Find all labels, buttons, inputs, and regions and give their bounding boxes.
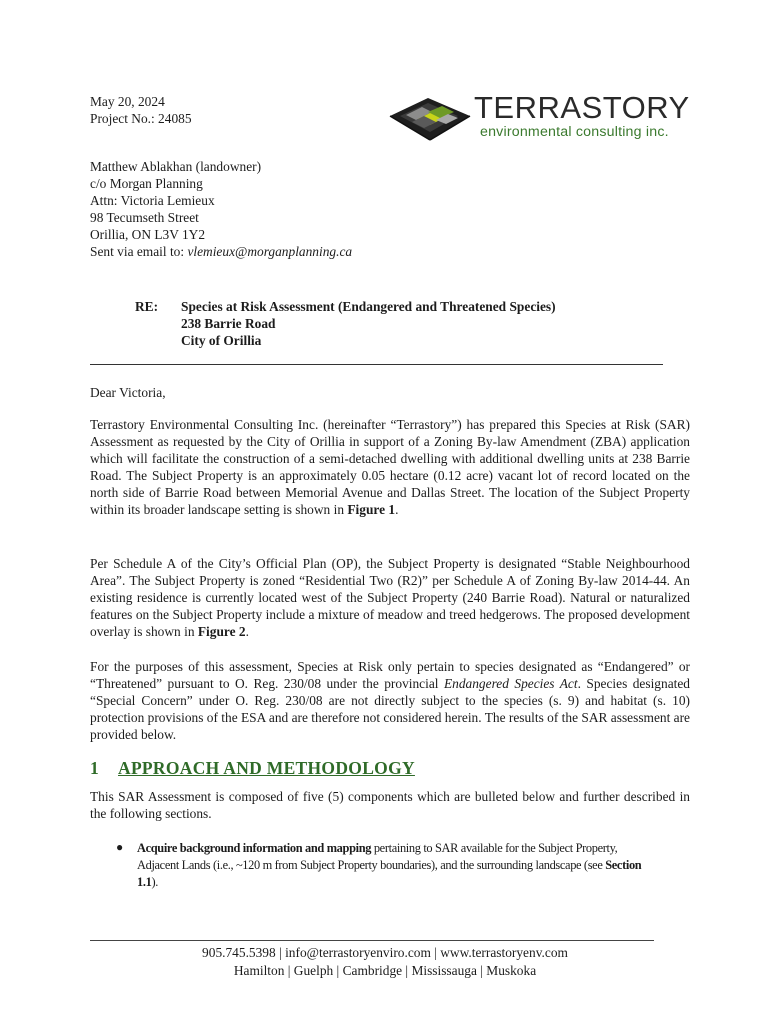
bullet-icon: ●: [116, 840, 124, 854]
recipient-attn: Attn: Victoria Lemieux: [90, 193, 215, 208]
figure-1-ref: Figure 1: [347, 502, 396, 517]
recipient-city: Orillia, ON L3V 1Y2: [90, 227, 206, 242]
project-number: Project No.: 24085: [90, 111, 192, 126]
bullet-1-heading: Acquire background information and mapping: [137, 841, 372, 855]
bullet-item-background: [137, 840, 657, 891]
recipient-email-line: [90, 243, 352, 260]
paragraph-zoning-text: Per Schedule A of the City’s Official Plan (OP), the Subject Property is designated “Stable Neighbourhood Area”. The Subject Property is zoned “Residential Two (R2)” per Schedule A of Zoning By-law 2014-44. An existing residence is currently located west of the Subject Property (240 Barrie Road). Natural or naturalized features on the Subject Property include a mixture of meadow and treed hedgerows. The proposed development overlay is shown in: [90, 556, 690, 639]
recipient-care-of: c/o Morgan Planning: [90, 176, 203, 191]
paragraph-intro-text: Terrastory Environmental Consulting Inc. (hereinafter “Terrastory”) has prepared this Species at Risk (SAR) Assessment as requested by the City of Orillia in support of a Zoning By-law Amendment (ZBA) application which will facilitate the construction of a semi-detached dwelling with additional dwelling units at 238 Barrie Road. The Subject Property is an approximately 0.05 hectare (0.12 acre) vacant lot of record located on the north side of Barrie Road between Memorial Avenue and Dallas Street. The location of the Subject Property within its broader landscape setting is shown in: [90, 417, 690, 517]
bullet-1-text: pertaining to SAR available for the Subject Property, Adjacent Lands (i.e., ~120 m from Subject Property boundaries), and the surrounding landscape (see: [137, 841, 618, 872]
letter-date: May 20, 2024: [90, 94, 165, 109]
paragraph-zoning-end: .: [245, 624, 249, 639]
logo-subtitle: environmental consulting inc.: [480, 124, 669, 140]
paragraph-sar-scope: [90, 658, 690, 743]
re-line-1: Species at Risk Assessment (Endangered and Threatened Species): [181, 299, 556, 314]
figure-2-ref: Figure 2: [197, 624, 246, 639]
footer-divider: [90, 940, 654, 941]
paragraph-zoning: [90, 555, 690, 640]
recipient-name: Matthew Ablakhan (landowner): [90, 159, 262, 174]
footer-contact: 905.745.5398 | info@terrastoryenviro.com | www.terrastoryenv.com: [202, 945, 568, 960]
section-1-intro: [90, 788, 690, 822]
logo-mark-icon: [388, 94, 472, 144]
salutation: Dear Victoria,: [90, 385, 166, 400]
section-1-number: 1: [90, 758, 99, 778]
re-line-2: 238 Barrie Road: [181, 316, 276, 331]
terrastory-logo: [388, 92, 688, 144]
logo-title: TERRASTORY: [474, 90, 690, 125]
re-subject: [181, 298, 556, 349]
section-1-intro-text: This SAR Assessment is composed of five (5) components which are bulleted below and further described in the following sections.: [90, 789, 690, 821]
email-link[interactable]: vlemieux@morganplanning.ca: [187, 244, 353, 259]
paragraph-sar-scope-text-1: For the purposes of this assessment, Species at Risk only pertain to species designated as “Endangered” or “Threatened” pursuant to O. Reg. 230/08 under the provincial: [90, 659, 690, 691]
re-label: RE:: [135, 299, 159, 314]
email-prefix: Sent via email to:: [90, 244, 188, 259]
recipient-address: [90, 158, 352, 260]
recipient-street: 98 Tecumseth Street: [90, 210, 199, 225]
section-1-heading: [90, 758, 415, 779]
footer-offices: Hamilton | Guelph | Cambridge | Mississauga | Muskoka: [233, 963, 537, 978]
section-1-1-ref: Section 1.1: [137, 858, 642, 889]
date-block: [90, 93, 192, 127]
esa-act-name: Endangered Species Act: [443, 676, 578, 691]
paragraph-intro-end: .: [395, 502, 399, 517]
subject-divider: [90, 364, 663, 365]
paragraph-sar-scope-text-2: . Species designated “Special Concern” under O. Reg. 230/08 are not directly subject to the species (s. 9) and habitat (s. 10) protection provisions of the ESA and are therefore not considered herein. The results of the SAR assessment are provided below.: [90, 676, 690, 742]
bullet-1-end: ).: [151, 875, 158, 889]
paragraph-intro: [90, 416, 690, 518]
section-1-title: APPROACH AND METHODOLOGY: [118, 758, 415, 778]
re-line-3: City of Orillia: [181, 333, 262, 348]
